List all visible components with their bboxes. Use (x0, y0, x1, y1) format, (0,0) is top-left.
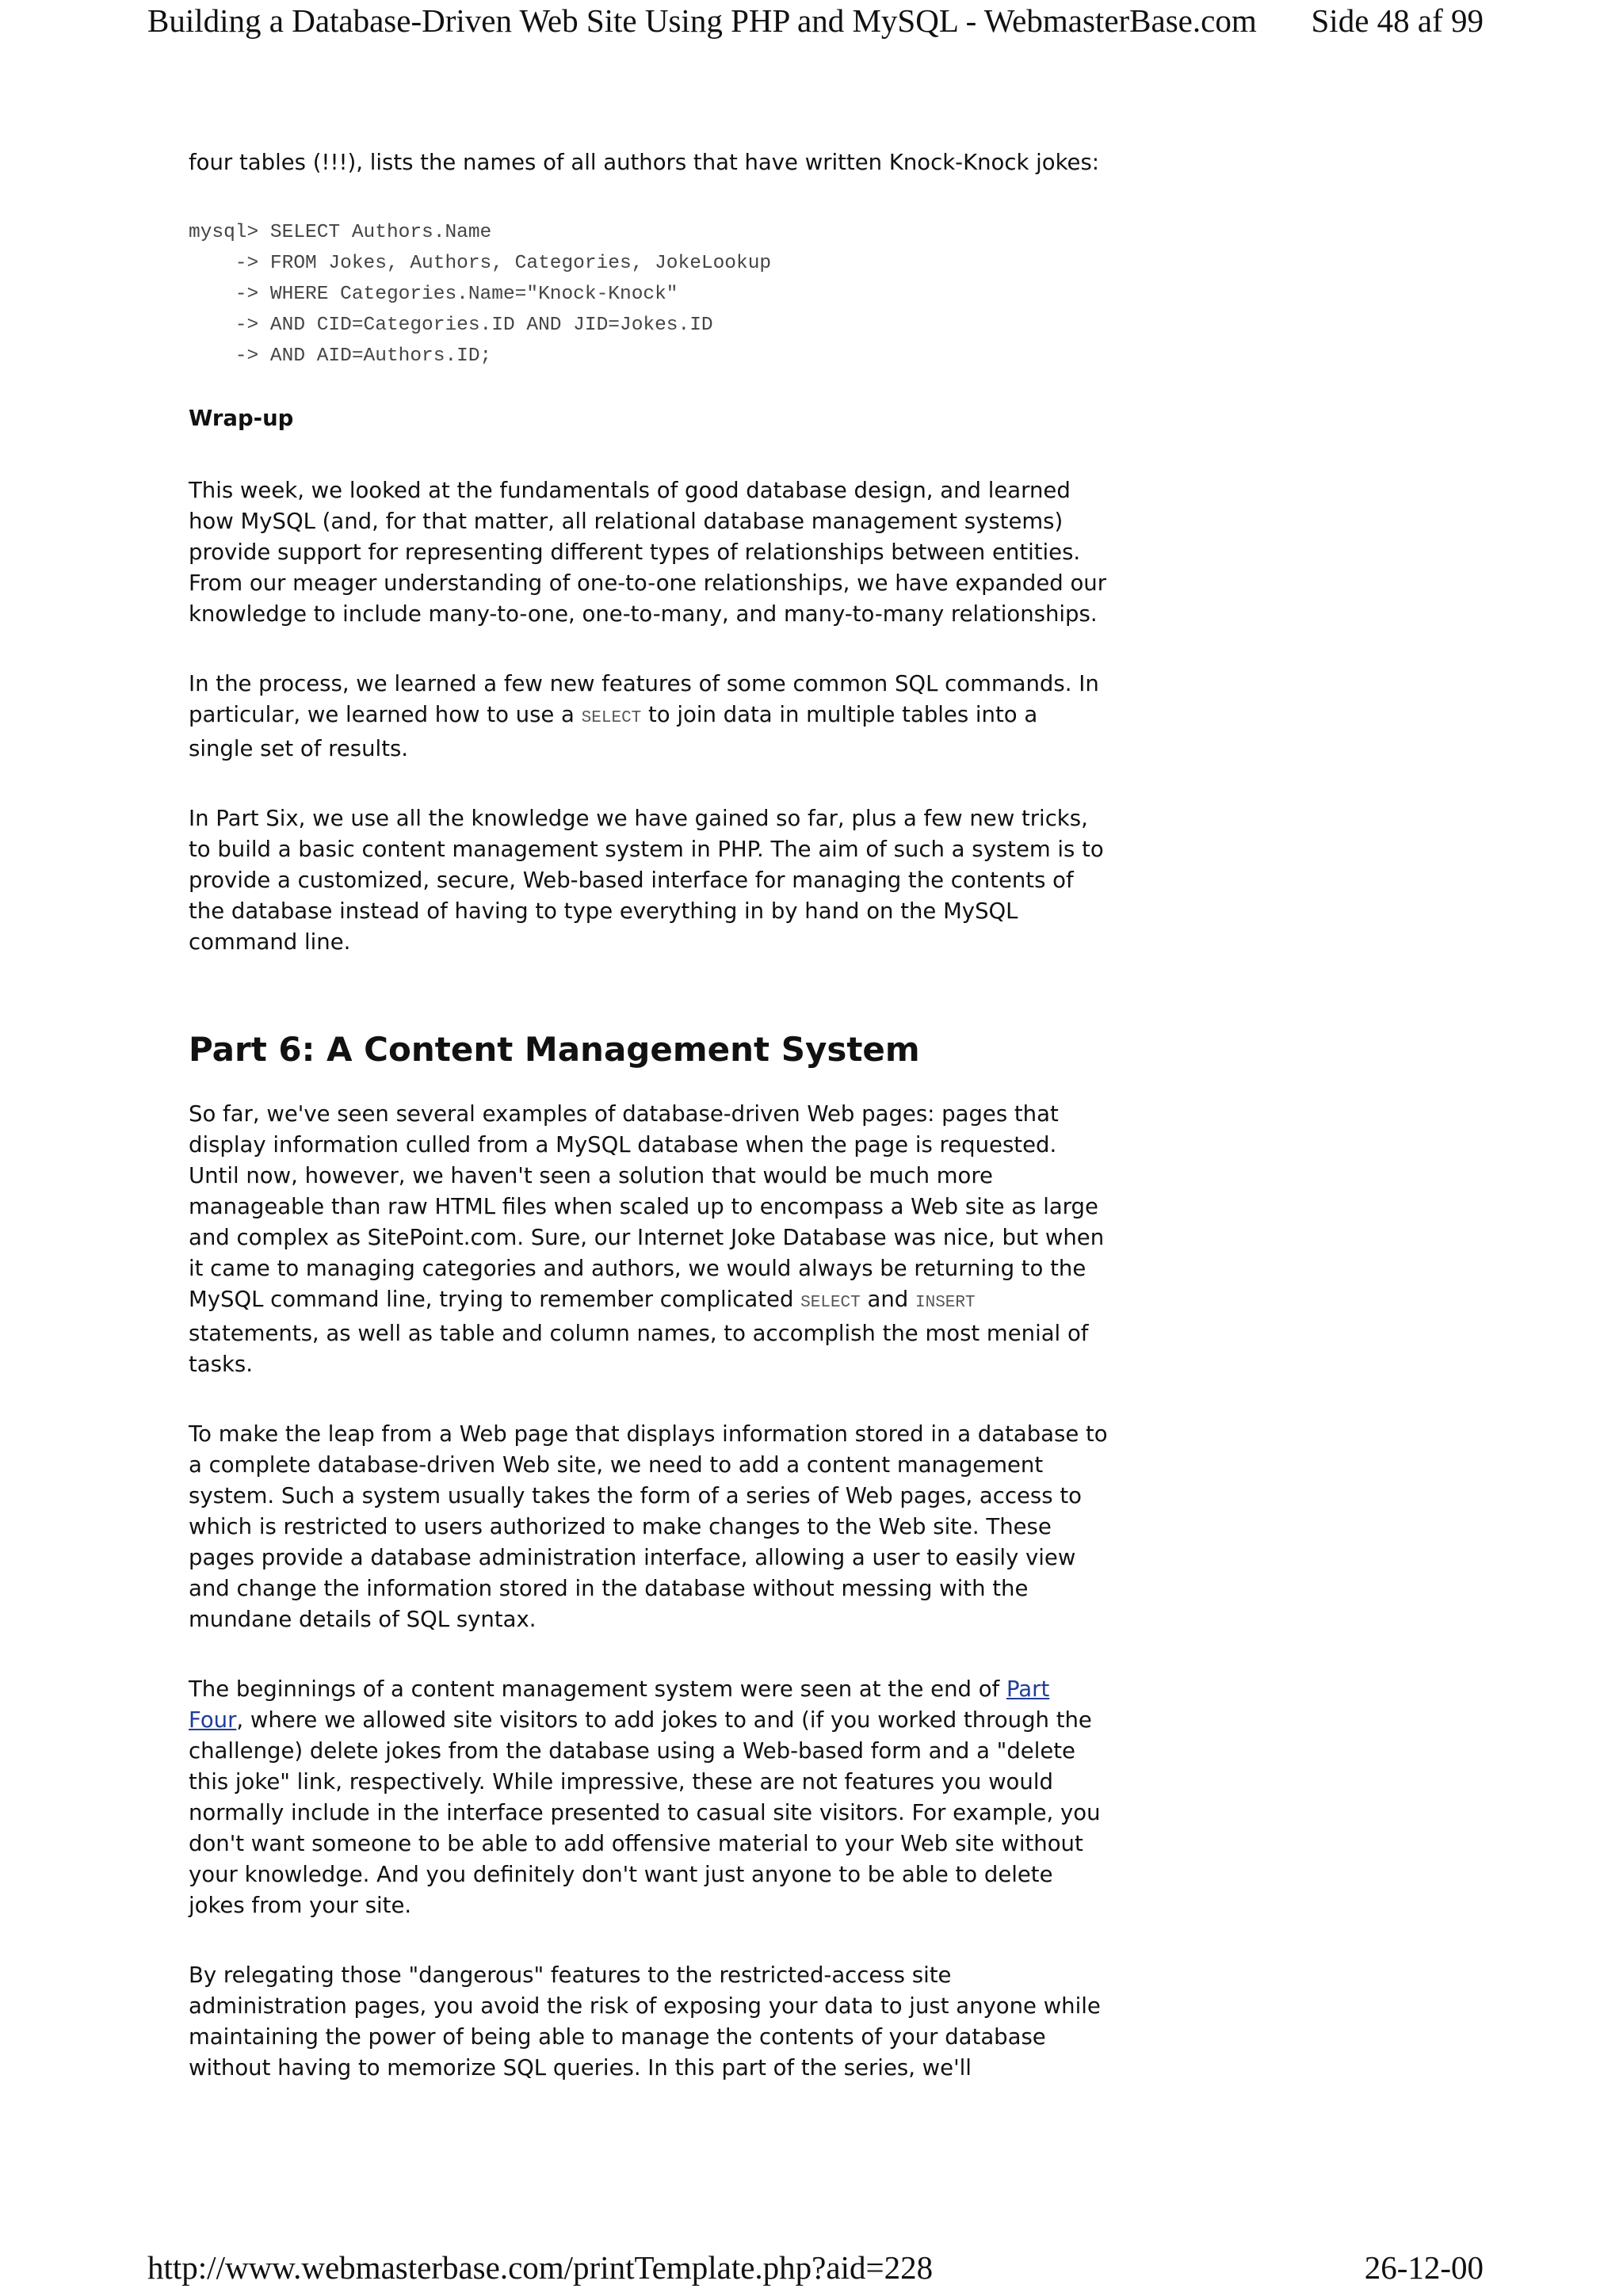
wrapup-paragraph-3: In Part Six, we use all the knowledge we have gained so far, plus a few new tricks, to build a basic content management system in PHP. The aim of such a system is to provide a customized, secure, Web-based interface for managing the contents of the database instead of having to type everything in by hand on the MySQL command line. (189, 806, 1104, 955)
text-run: The beginnings of a content management system were seen at the end of (189, 1676, 1006, 1702)
text-run: to join data in multiple tables into a single set of results. (189, 702, 1038, 761)
text-run: statements, as well as table and column names, to accomplish the most menial of tasks. (189, 1321, 1089, 1377)
article-body (189, 147, 1108, 2122)
part-paragraph-1 (189, 1099, 1108, 1380)
wrapup-heading: Wrap-up (189, 406, 294, 431)
code-line: mysql> SELECT Authors.Name (189, 222, 492, 243)
text-run: , where we allowed site visitors to add jokes to and (if you worked through the challenge) delete jokes from the database using a Web-based form and a "delete this joke" link, respectively. While impressive, these are not features you would normally include in the interface presented to casual site visitors. For example, you don't want someone to be able to add offensive material to your Web site without your knowledge. And you definitely don't want just anyone to be able to delete jokes from your site. (189, 1707, 1101, 1918)
part-paragraph-2: To make the leap from a Web page that displays information stored in a database to a complete database-driven Web site, we need to add a content management system. Such a system usually takes the form of a series of Web pages, access to which is restricted to users authorized to make changes to the Web site. These pages provide a database administration interface, allowing a user to easily view and change the information stored in the database without messing with the mundane details of SQL syntax. (189, 1421, 1108, 1632)
code-line: -> WHERE Categories.Name="Knock-Knock" (189, 284, 678, 305)
code-line: -> AND CID=Categories.ID AND JID=Jokes.ID (189, 315, 713, 336)
print-header (0, 0, 1623, 48)
text-run: and (860, 1287, 915, 1312)
text-run: So far, we've seen several examples of database-driven Web pages: pages that display information culled from a MySQL database when the page is requested. Until now, however, we haven't seen a solution that would be much more manageable than raw HTML files when scaled up to encompass a Web site as large and complex as SitePoint.com. Sure, our Internet Joke Database was nice, but when it came to managing categories and authors, we would always be returning to the MySQL command line, trying to remember complicated (189, 1101, 1105, 1312)
part-paragraph-4: By relegating those "dangerous" features to the restricted-access site administration pages, you avoid the risk of exposing your data to just anyone while maintaining the power of being able to manage the contents of your database without having to memorize SQL queries. In this part of the series, we'll (189, 1962, 1101, 2081)
part-paragraph-3 (189, 1674, 1108, 1921)
print-footer (0, 2248, 1623, 2296)
wrapup-paragraph-2 (189, 669, 1108, 765)
page-number: Side 48 af 99 (1311, 2, 1484, 39)
source-url: http://www.webmasterbase.com/printTemplate.php?aid=228 (147, 2249, 934, 2286)
inline-code: INSERT (915, 1294, 976, 1312)
sql-code-block (189, 217, 1108, 372)
part-four-link[interactable]: Part Four (189, 1676, 1050, 1733)
code-line: -> FROM Jokes, Authors, Categories, JokeLookup (189, 253, 772, 274)
wrapup-paragraph-1: This week, we looked at the fundamentals of good database design, and learned how MySQL (and, for that matter, all relational database management systems) provide support for representing different types of relationships between entities. From our meager understanding of one-to-one relationships, we have expanded our knowledge to include many-to-one, one-to-many, and many-to-many relationships. (189, 478, 1107, 627)
inline-code: SELECT (800, 1294, 861, 1312)
text-run: In the process, we learned a few new features of some common SQL commands. In particular, we learned how to use a (189, 671, 1099, 727)
code-line: -> AND AID=Authors.ID; (189, 345, 492, 367)
intro-paragraph: four tables (!!!), lists the names of all authors that have written Knock-Knock jokes: (189, 150, 1100, 175)
section-heading: Part 6: A Content Management System (189, 1030, 920, 1069)
inline-code: SELECT (581, 709, 642, 727)
document-title: Building a Database-Driven Web Site Using PHP and MySQL - WebmasterBase.com (147, 2, 1257, 39)
print-date: 26-12-00 (1364, 2249, 1484, 2286)
